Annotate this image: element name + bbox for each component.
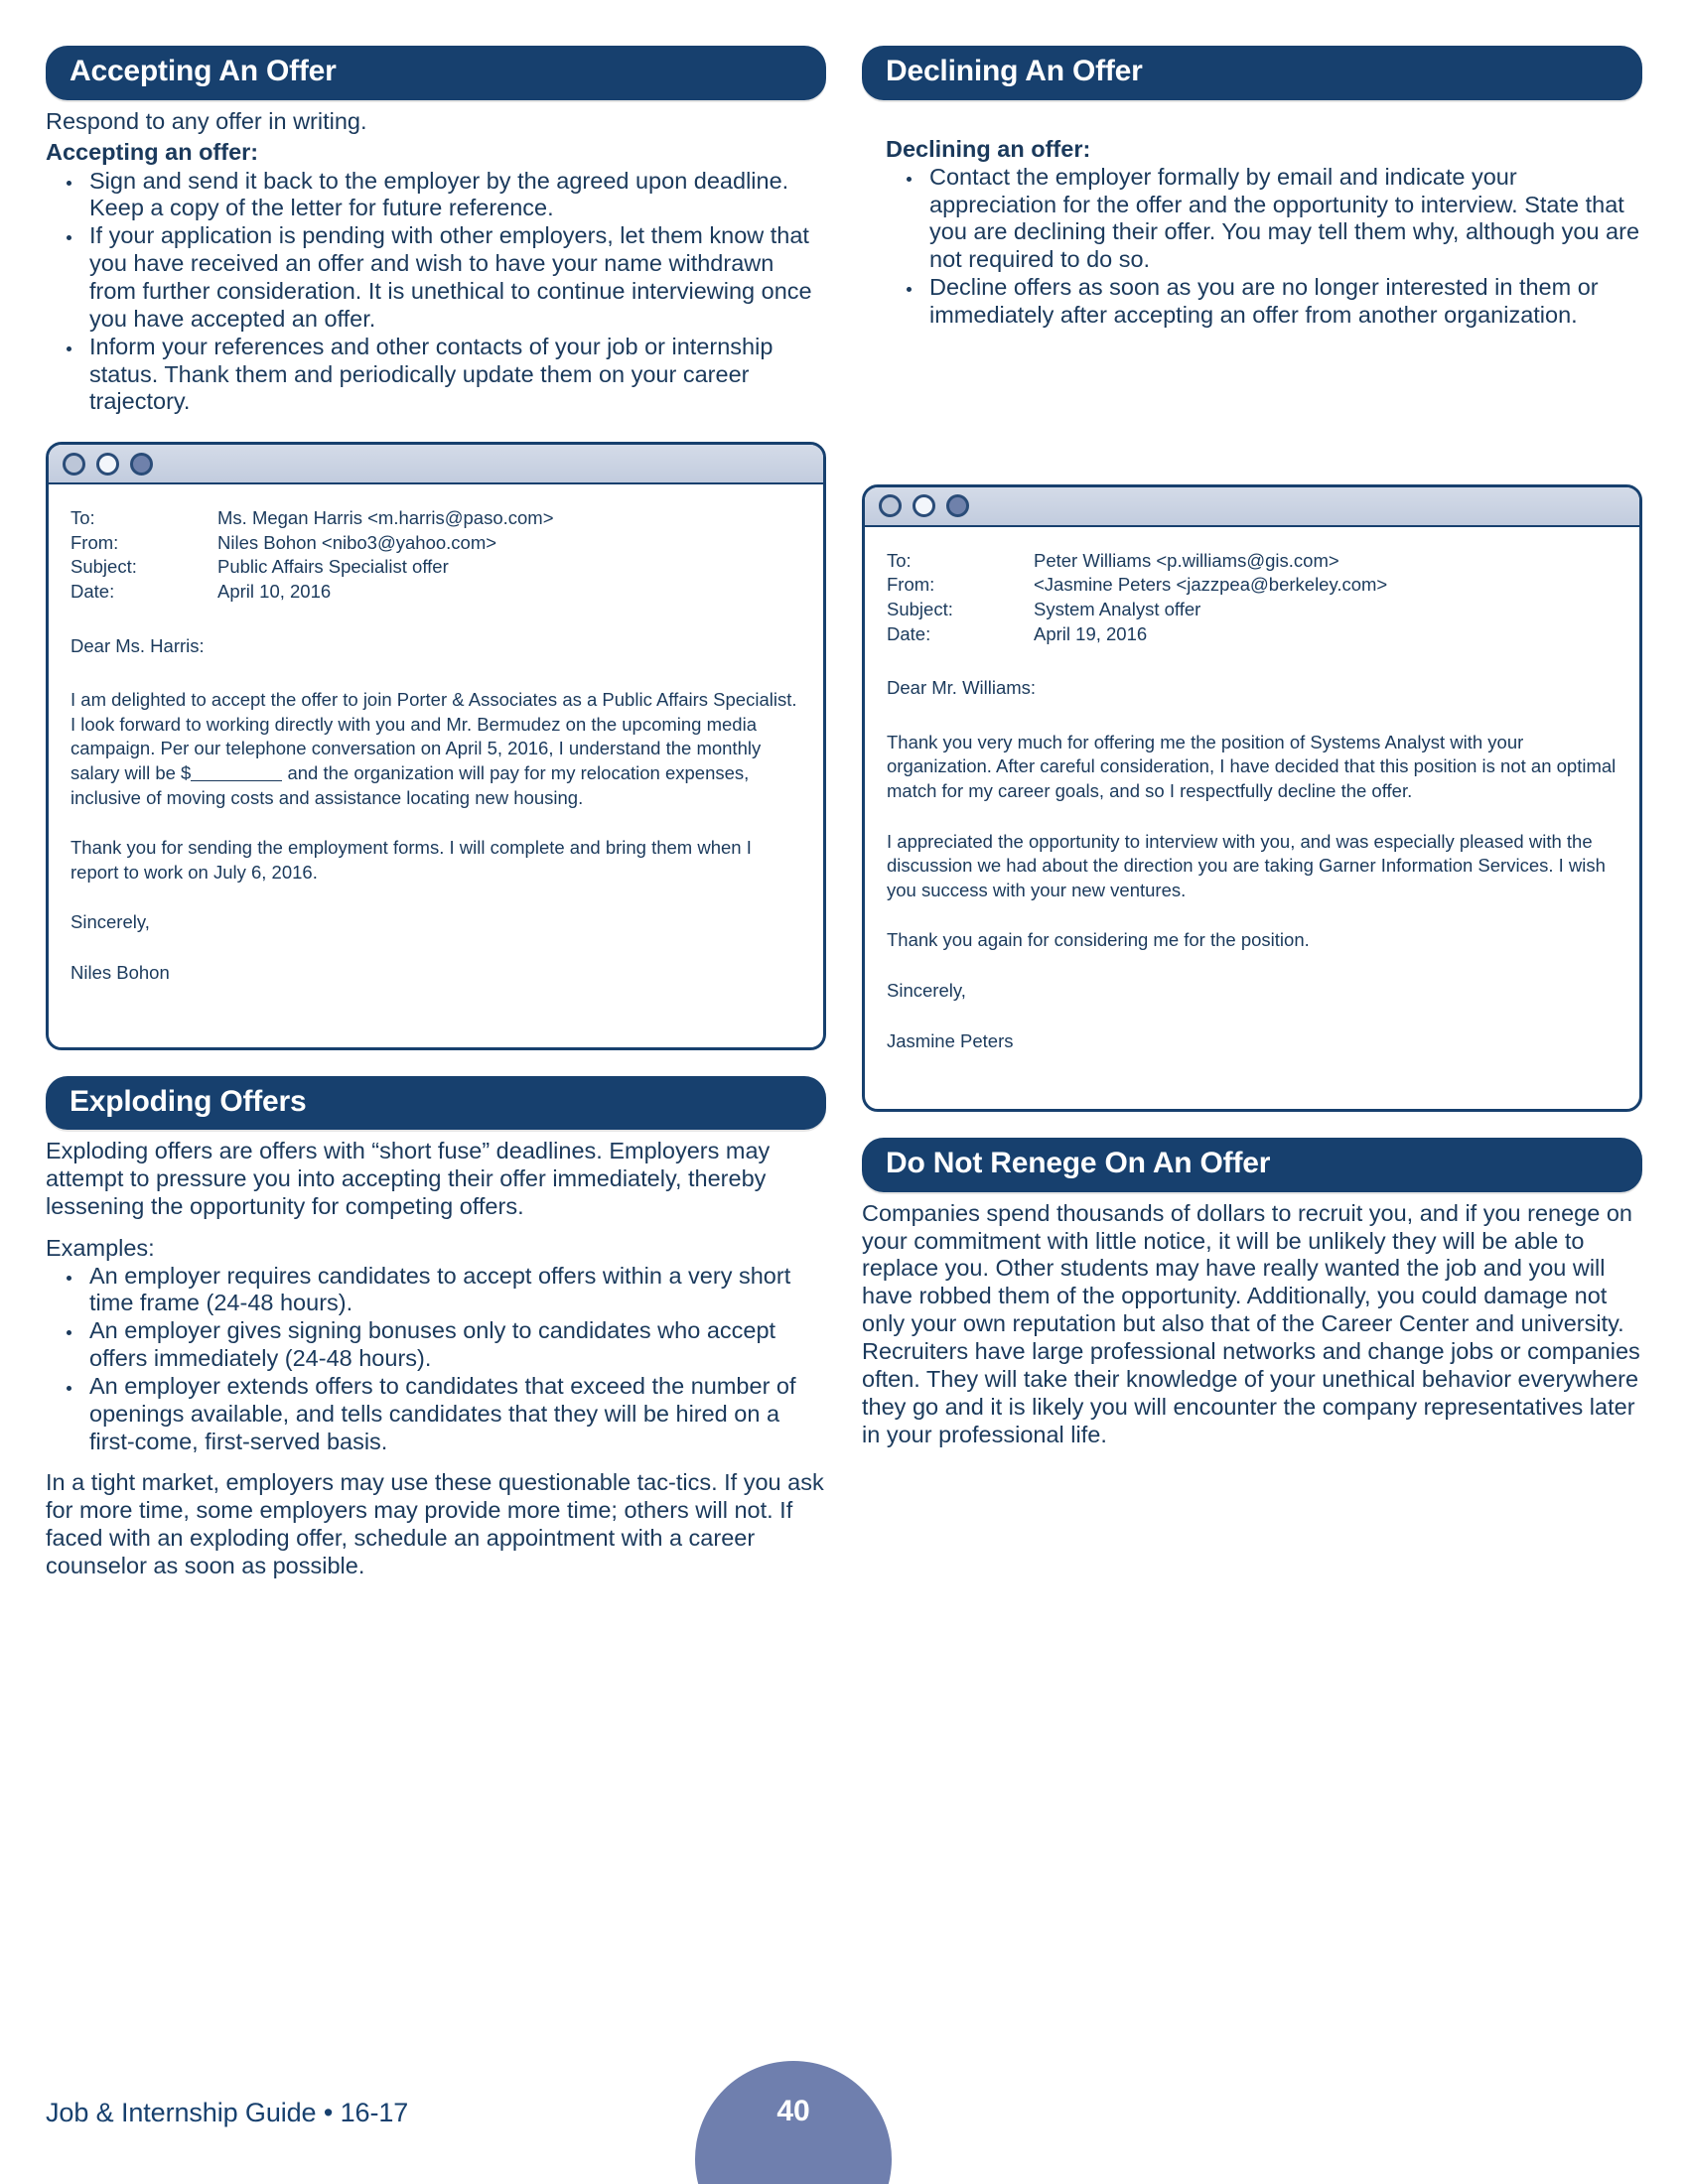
exploding-bullet-list [46, 1263, 826, 1456]
email-header-label: From: [887, 574, 935, 596]
two-column-layout [46, 46, 1642, 1580]
email-paragraph-3: Thank you again for considering me for the position. [887, 929, 1310, 951]
email-header-date [70, 580, 801, 605]
email-body-accepting [49, 484, 823, 1046]
email-paragraph-2: I appreciated the opportunity to interview with you, and was especially pleased with the discussion we had about the direction you are taking Garner Information Services. I wish you success with your new ventures. [887, 830, 1606, 900]
section-header-do-not-renege: Do Not Renege On An Offer [862, 1138, 1642, 1192]
declining-subtitle: Declining an offer: [886, 135, 1091, 162]
section-header-declining-an-offer: Declining An Offer [862, 46, 1642, 100]
email-header-value: Peter Williams <p.williams@gis.com> [1034, 549, 1339, 571]
email-header-value: Niles Bohon <nibo3@yahoo.com> [217, 531, 497, 553]
email-titlebar [865, 487, 1639, 527]
email-header-label: Date: [70, 581, 115, 602]
email-header-from [70, 531, 801, 556]
email-window-accepting [46, 442, 826, 1049]
exploding-examples-label: Examples: [46, 1234, 155, 1261]
email-header-value: April 10, 2016 [217, 581, 332, 602]
email-window-declining [862, 484, 1642, 1112]
exploding-closing-text: In a tight market, employers may use these questionable tac-tics. If you ask for more time, some employers may provide more time; others will not. If faced with an exploding offer, schedule an appointment with a career counselor as soon as possible. [46, 1469, 824, 1578]
minimize-dot-icon[interactable] [63, 453, 85, 476]
email-header-value: <Jasmine Peters <jazzpea@berkeley.com> [1034, 574, 1388, 596]
page-number-badge: 40 [695, 2061, 892, 2184]
email-closing: Sincerely, [70, 911, 150, 933]
email-header-value: April 19, 2016 [1034, 622, 1148, 644]
list-item: • Decline offers as soon as you are no longer interested in them or immediately after accepting an offer from another organization. [923, 274, 1642, 330]
accepting-lead-text: Respond to any offer in writing. [46, 107, 367, 134]
maximize-dot-icon[interactable] [913, 494, 935, 517]
email-header-to [70, 506, 801, 531]
maximize-dot-icon[interactable] [96, 453, 119, 476]
declining-bullet-list [862, 164, 1642, 330]
accepting-subtitle: Accepting an offer: [46, 139, 259, 166]
email-header-value: System Analyst offer [1034, 599, 1201, 620]
right-column [862, 46, 1642, 1580]
minimize-dot-icon[interactable] [879, 494, 902, 517]
email-closing: Sincerely, [887, 979, 966, 1001]
email-header-subject [70, 555, 801, 580]
email-header-label: Subject: [887, 599, 953, 620]
list-item: • Contact the employer formally by email and indicate your appreciation for the offer and the opportunity to interview. State that you are declining their offer. You may tell them why, although you are not required to do so. [923, 164, 1642, 274]
list-item: • Sign and send it back to the employer by the agreed upon deadline. Keep a copy of the letter for future reference. [83, 168, 826, 223]
list-item: • An employer gives signing bonuses only to candidates who accept offers immediately (24-48 hours). [83, 1317, 826, 1373]
list-item: • If your application is pending with other employers, let them know that you have received an offer and wish to have your name withdrawn from further consideration. It is unethical to continue interviewing once you have accepted an offer. [83, 222, 826, 333]
email-salutation: Dear Ms. Harris: [70, 634, 205, 656]
renege-paragraph: Companies spend thousands of dollars to recruit you, and if you renege on your commitment with little notice, it will be unlikely they will be able to replace you. Other students may have really wanted the job and you will have robbed them of the opportunity. Additionally, you could damage not only your own reputation but also that of the Career Center and university. Recruiters have large professional networks and change jobs or companies often. They will take their knowledge of your unethical behavior everywhere they go and it is likely you will encounter the company representatives later in your professional life. [862, 1199, 1640, 1447]
email-paragraph-1b: and the organization will pay for my relocation expenses, inclusive of moving costs and assistance locating new housing. [70, 761, 750, 808]
section-header-exploding-offers: Exploding Offers [46, 1076, 826, 1131]
section-header-accepting-an-offer: Accepting An Offer [46, 46, 826, 100]
email-header-label: Subject: [70, 556, 137, 578]
email-header-value: Ms. Megan Harris <m.harris@paso.com> [217, 507, 554, 529]
left-column [46, 46, 826, 1580]
email-header-to [887, 549, 1618, 574]
email-paragraph-1 [70, 688, 801, 810]
salary-blank-line [191, 780, 282, 781]
email-body-declining [865, 527, 1639, 1109]
accepting-bullet-list [46, 168, 826, 417]
list-item: • An employer requires candidates to accept offers within a very short time frame (24-48 hours). [83, 1263, 826, 1318]
email-header-from [887, 573, 1618, 598]
email-header-value: Public Affairs Specialist offer [217, 556, 449, 578]
email-paragraph-2: Thank you for sending the employment forms. I will complete and bring them when I report to work on July 6, 2016. [70, 837, 752, 883]
email-salutation: Dear Mr. Williams: [887, 677, 1037, 699]
close-dot-icon[interactable] [130, 453, 153, 476]
email-paragraph-1: Thank you very much for offering me the position of Systems Analyst with your organization. After careful consideration, I have decided that this position is not an optimal match for my career goals, and so I respectfully decline the offer. [887, 731, 1617, 801]
close-dot-icon[interactable] [946, 494, 969, 517]
email-header-subject [887, 598, 1618, 622]
email-signature: Niles Bohon [70, 961, 170, 983]
list-item: • An employer extends offers to candidates that exceed the number of openings available, and tells candidates that they will be hired on a first-come, first-served basis. [83, 1373, 826, 1456]
footer-text: Job & Internship Guide • 16-17 [46, 2098, 409, 2127]
email-header-label: To: [70, 507, 95, 529]
email-header-label: To: [887, 549, 912, 571]
email-signature: Jasmine Peters [887, 1029, 1014, 1051]
email-titlebar [49, 445, 823, 484]
exploding-intro-text: Exploding offers are offers with “short fuse” deadlines. Employers may attempt to pressure you into accepting their offer immediately, thereby lessening the opportunity for competing offers. [46, 1138, 771, 1219]
email-header-label: Date: [887, 622, 931, 644]
email-paragraph-1a: I am delighted to accept the offer to join Porter & Associates as a Public Affairs Specialist. I look forward to working directly with you and Mr. Bermudez on the upcoming media campaign. Per our telephone conversation on April 5, 2016, I understand the monthly salary will be $ [70, 689, 797, 783]
list-item: • Inform your references and other contacts of your job or internship status. Thank them and periodically update them on your career trajectory. [83, 334, 826, 417]
email-header-label: From: [70, 531, 119, 553]
email-header-date [887, 622, 1618, 647]
